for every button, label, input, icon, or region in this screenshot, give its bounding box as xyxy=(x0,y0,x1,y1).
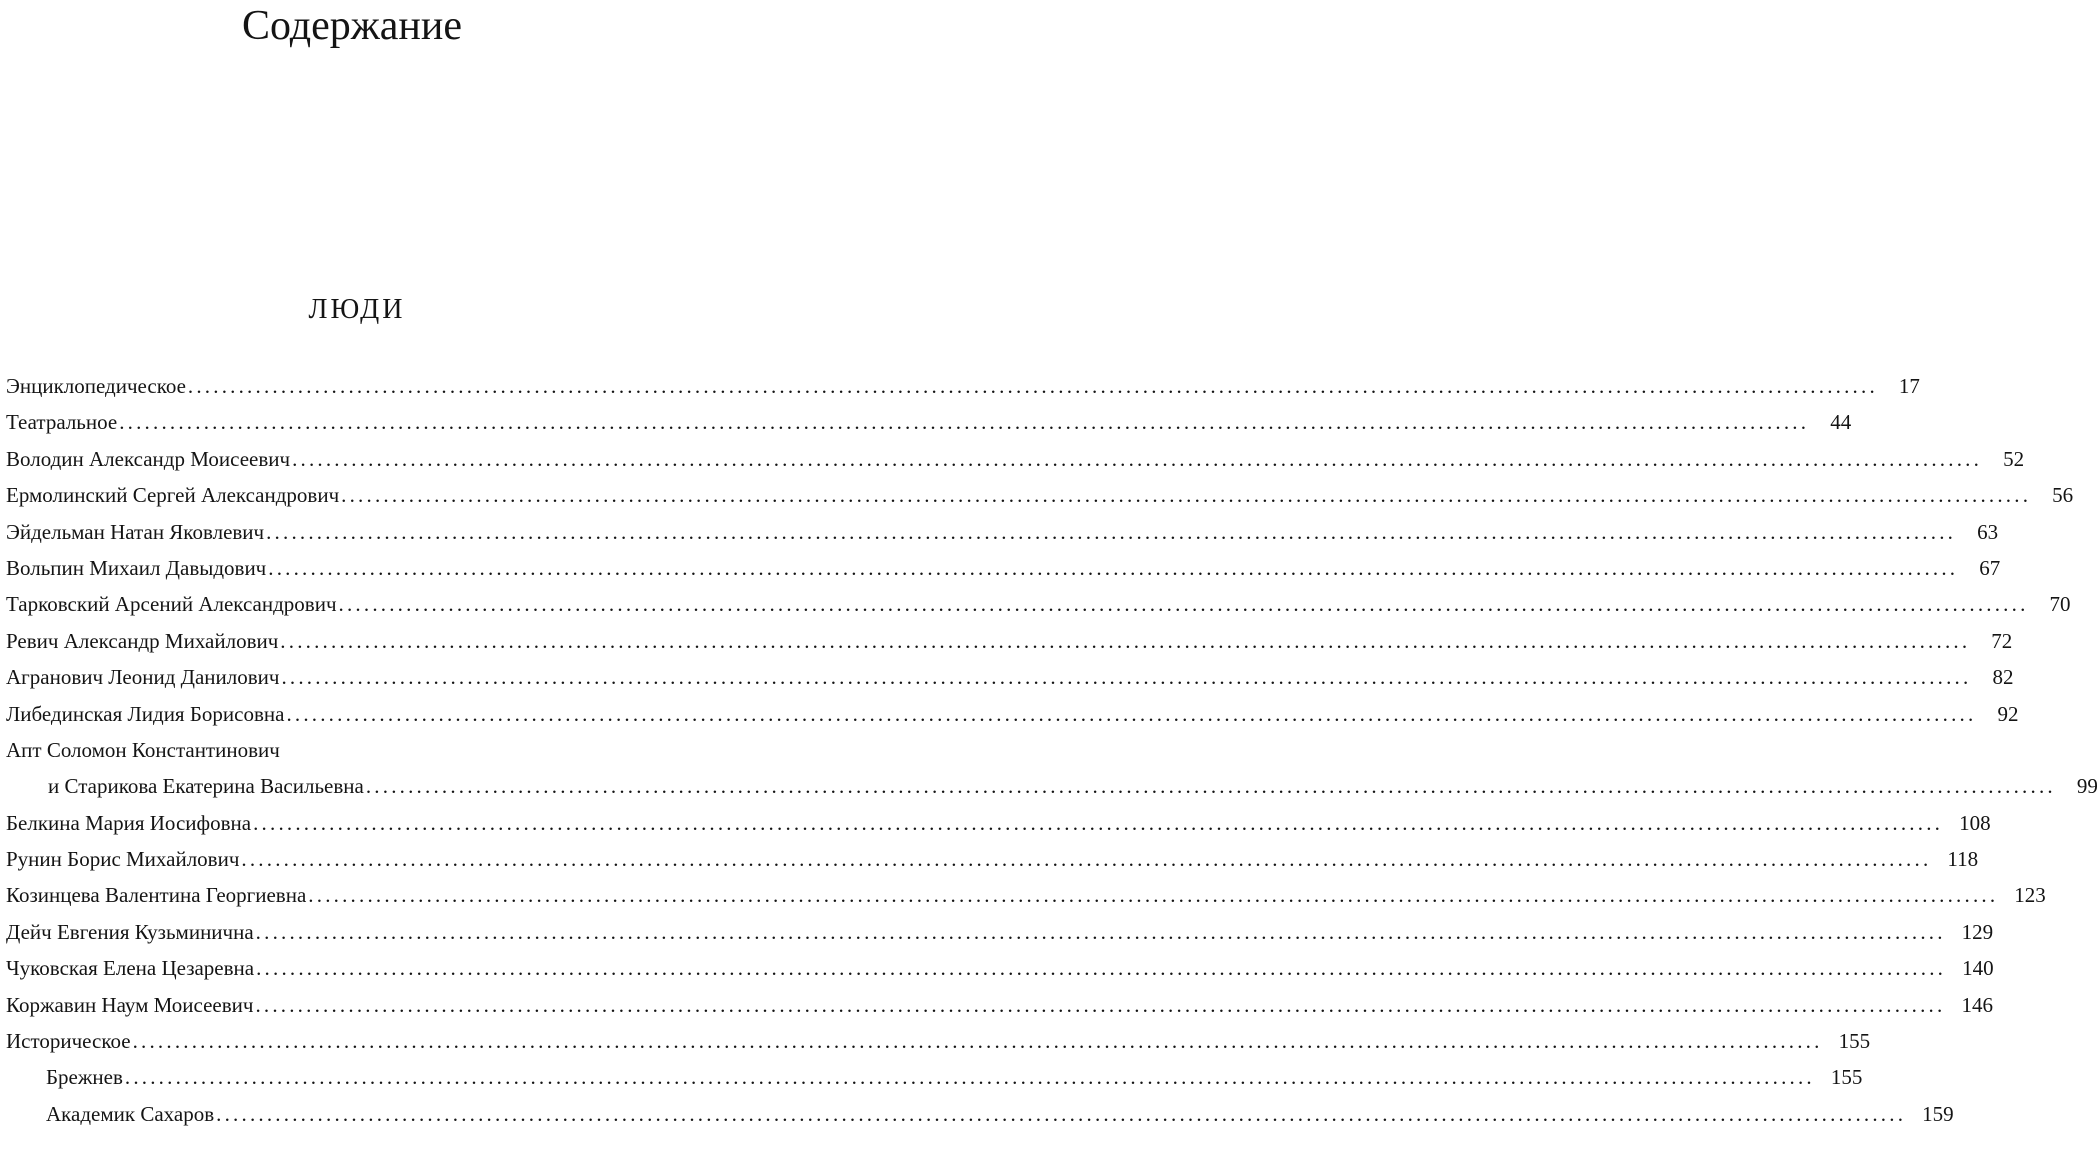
toc-entry-title: Рунин Борис Михайлович xyxy=(6,847,240,872)
dot-leader: ........................................................................................................................................................................................................ xyxy=(253,810,1944,835)
toc-entry-title: Коржавин Наум Моисеевич xyxy=(6,992,254,1017)
dot-leader: ........................................................................................................................................................................................................ xyxy=(280,628,1971,653)
toc-entry[interactable] xyxy=(6,987,1993,1023)
toc-entry[interactable] xyxy=(6,805,1991,841)
toc-entry[interactable] xyxy=(6,841,1979,877)
dot-leader: ........................................................................................................................................................................................................ xyxy=(266,519,1957,544)
page-title: Содержание xyxy=(241,3,463,49)
toc-entry-page: 56 xyxy=(2052,483,2074,508)
dot-leader: ........................................................................................................................................................................................................ xyxy=(132,1029,1823,1054)
toc-entry-page: 44 xyxy=(1830,410,1852,435)
dot-leader: ........................................................................................................................................................................................................ xyxy=(187,374,1878,398)
toc-entry-title: Тарковский Арсений Александрович xyxy=(6,592,337,617)
toc-entry-title: Дейч Евгения Кузьминична xyxy=(6,919,254,944)
dot-leader: ........................................................................................................................................................................................................ xyxy=(241,847,1932,872)
toc-entry[interactable] xyxy=(6,368,1920,404)
toc-entry-title: Либединская Лидия Борисовна xyxy=(6,701,285,726)
toc-entry-title: Козинцева Валентина Георгиевна xyxy=(6,883,307,908)
toc-entry-page: 118 xyxy=(1947,847,1979,872)
dot-leader: ........................................................................................................................................................................................................ xyxy=(308,883,1999,908)
toc-entry[interactable] xyxy=(6,877,2046,913)
toc-entry-title: Белкина Мария Иосифовна xyxy=(6,810,252,835)
toc-entry-title: Академик Сахаров xyxy=(46,1101,215,1126)
toc-entry-title: Театральное xyxy=(6,410,118,435)
toc-entry-title: Ревич Александр Михайлович xyxy=(6,628,279,653)
dot-leader: ........................................................................................................................................................................................................ xyxy=(292,446,1983,471)
toc-entry-page: 92 xyxy=(1997,701,2019,726)
toc-entry-first-line[interactable] xyxy=(6,732,702,768)
toc-entry[interactable] xyxy=(6,659,2014,695)
toc-entry-page: 72 xyxy=(1991,628,2013,653)
dot-leader: ........................................................................................................................................................................................................ xyxy=(124,1065,1815,1090)
toc-entry-page: 63 xyxy=(1977,519,1999,544)
toc-entry-title: Чуковская Елена Цезаревна xyxy=(6,956,255,981)
toc-entry-page: 67 xyxy=(1979,555,2001,580)
dot-leader: ........................................................................................................................................................................................................ xyxy=(286,701,1977,726)
dot-leader: ........................................................................................................................................................................................................ xyxy=(341,483,2032,508)
dot-leader: ........................................................................................................................................................................................................ xyxy=(338,592,2029,617)
toc-entry-page: 70 xyxy=(2049,592,2071,617)
toc-entry-page: 155 xyxy=(1838,1029,1871,1054)
toc-entry[interactable] xyxy=(6,404,1852,440)
toc-entry-page: 146 xyxy=(1961,992,1993,1017)
toc-entry[interactable] xyxy=(6,550,2001,586)
toc-entry[interactable] xyxy=(6,514,1999,550)
toc-entry[interactable] xyxy=(6,914,1994,950)
toc-entry[interactable] xyxy=(6,623,2013,659)
section-title: люди xyxy=(308,282,406,327)
toc-entry-page: 82 xyxy=(1992,665,2014,690)
toc-entry-title: Ермолинский Сергей Александрович xyxy=(6,483,340,508)
toc-entry-title: Брежнев xyxy=(46,1065,123,1090)
toc-entry-page: 52 xyxy=(2003,446,2025,471)
toc-entry-page: 99 xyxy=(2076,774,2098,799)
toc-subentry[interactable] xyxy=(6,1059,1863,1095)
toc-entry-page: 123 xyxy=(2014,883,2046,908)
dot-leader: ........................................................................................................................................................................................................ xyxy=(255,919,1946,944)
toc-entry-page: 159 xyxy=(1922,1101,1954,1126)
dot-leader: ........................................................................................................................................................................................................ xyxy=(365,774,2056,799)
toc-entry[interactable] xyxy=(6,950,1994,986)
dot-leader: ........................................................................................................................................................................................................ xyxy=(256,956,1947,981)
toc-entry-continuation[interactable] xyxy=(6,768,2098,804)
dot-leader: ........................................................................................................................................................................................................ xyxy=(216,1101,1907,1126)
toc-entry-page: 129 xyxy=(1961,919,1994,944)
toc-entry-title: Агранович Леонид Данилович xyxy=(6,665,280,690)
dot-leader: ........................................................................................................................................................................................................ xyxy=(281,665,1972,690)
toc-entry-title: и Старикова Екатерина Васильевна xyxy=(48,774,364,799)
toc-subentry[interactable] xyxy=(6,1096,1954,1132)
table-of-contents xyxy=(6,368,2098,1132)
toc-entry[interactable] xyxy=(6,1023,1871,1059)
toc-entry-title: Историческое xyxy=(6,1029,131,1054)
toc-entry[interactable] xyxy=(6,477,2074,513)
dot-leader: ........................................................................................................................................................................................................ xyxy=(268,555,1959,580)
toc-entry[interactable] xyxy=(6,586,2071,622)
toc-entry-title: Апт Соломон Константинович xyxy=(6,737,280,762)
toc-entry-page: 155 xyxy=(1830,1065,1863,1090)
toc-entry-title: Вольпин Михаил Давыдович xyxy=(6,555,267,580)
toc-entry-page: 17 xyxy=(1898,374,1920,398)
toc-entry-page: 108 xyxy=(1959,810,1991,835)
toc-entry-title: Эйдельман Натан Яковлевич xyxy=(6,519,265,544)
dot-leader: ........................................................................................................................................................................................................ xyxy=(255,992,1946,1017)
toc-entry[interactable] xyxy=(6,441,2025,477)
toc-entry-page: 140 xyxy=(1962,956,1994,981)
dot-leader: ........................................................................................................................................................................................................ xyxy=(119,410,1810,435)
toc-entry-title: Энциклопедическое xyxy=(6,374,186,398)
toc-entry[interactable] xyxy=(6,696,2019,732)
toc-entry-title: Володин Александр Моисеевич xyxy=(6,446,291,471)
